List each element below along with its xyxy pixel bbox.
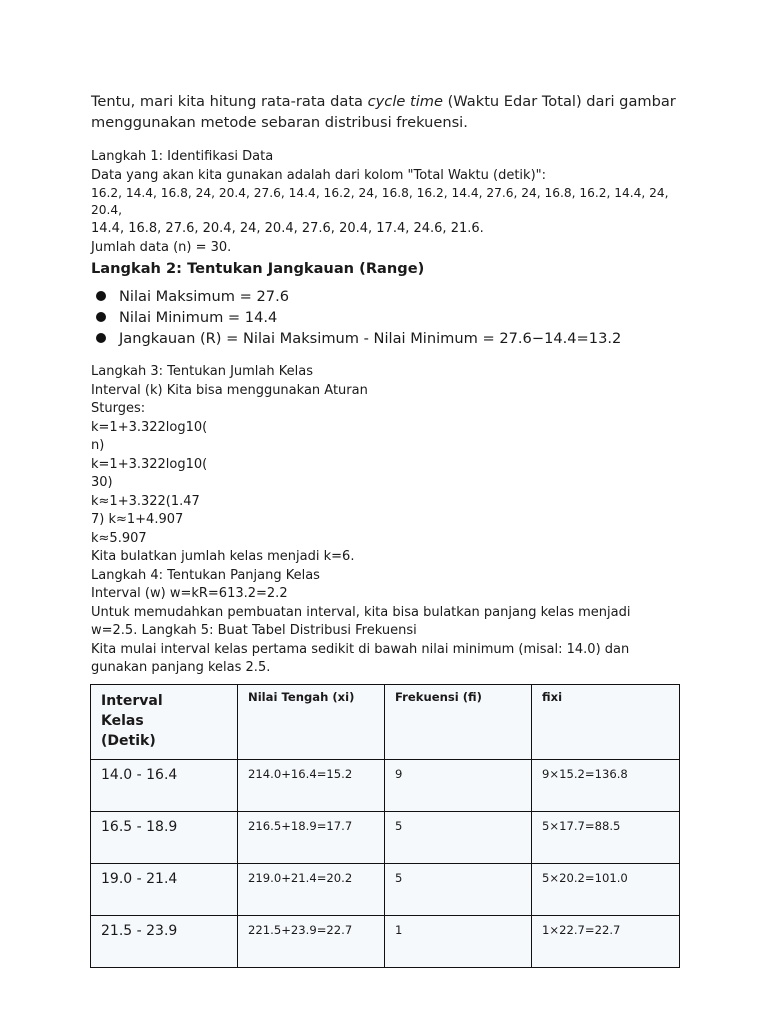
data-count: Jumlah data (n) = 30. bbox=[91, 239, 232, 255]
cell-nilai-tengah: 219.0+21.4=20.2 bbox=[238, 864, 385, 916]
cell-fixi: 5×20.2=101.0 bbox=[532, 864, 680, 916]
step1-tail bbox=[91, 220, 484, 257]
cell-frekuensi: 1 bbox=[385, 916, 532, 968]
cell-interval: 16.5 - 18.9 bbox=[91, 812, 238, 864]
step5-line: w=2.5. Langkah 5: Buat Tabel Distribusi Frekuensi bbox=[91, 623, 417, 638]
cell-nilai-tengah: 214.0+16.4=15.2 bbox=[238, 760, 385, 812]
intro-emphasis: cycle time bbox=[367, 93, 443, 110]
step3-line: Langkah 3: Tentukan Jumlah Kelas bbox=[91, 364, 313, 379]
header-line: (Detik) bbox=[101, 733, 156, 749]
step3-line: n) bbox=[91, 438, 105, 453]
cell-nilai-tengah: 216.5+18.9=17.7 bbox=[238, 812, 385, 864]
bullet-item bbox=[96, 286, 621, 307]
cell-fixi: 9×15.2=136.8 bbox=[532, 760, 680, 812]
step3-line: k=1+3.322log10( bbox=[91, 419, 208, 435]
intro-line-1 bbox=[91, 91, 676, 112]
bullet-text: Jangkauan (R) = Nilai Maksimum - Nilai Minimum = 27.6−14.4=13.2 bbox=[119, 330, 622, 347]
table-row bbox=[91, 812, 680, 864]
header-nilai-tengah: Nilai Tengah (xi) bbox=[238, 685, 385, 760]
table-row bbox=[91, 760, 680, 812]
intro-text-pre: Tentu, mari kita hitung rata-rata data bbox=[91, 93, 368, 110]
step3-line: 7) k≈1+4.907 bbox=[91, 512, 184, 527]
data-line-1: 16.2, 14.4, 16.8, 24, 20.4, 27.6, 14.4, 16.2, 24, 16.8, 16.2, 14.4, 27.6, 24, 16.8, 16.2, 14.4, 24, bbox=[91, 186, 669, 200]
header-interval-kelas bbox=[91, 685, 238, 760]
step4-line: Untuk memudahkan pembuatan interval, kita bisa bulatkan panjang kelas menjadi bbox=[91, 604, 631, 620]
step4-line: Langkah 4: Tentukan Panjang Kelas bbox=[91, 567, 320, 583]
step3-line: Kita bulatkan jumlah kelas menjadi k=6. bbox=[91, 549, 355, 564]
step3-5-section bbox=[91, 363, 630, 678]
step3-line: k≈5.907 bbox=[91, 530, 147, 546]
cell-frekuensi: 5 bbox=[385, 812, 532, 864]
data-line-2: 20.4, bbox=[91, 203, 123, 217]
step2-heading: Langkah 2: Tentukan Jangkauan (Range) bbox=[91, 260, 425, 277]
bullet-dot-icon bbox=[96, 291, 106, 301]
step1-section bbox=[91, 148, 546, 185]
bullet-dot-icon bbox=[96, 312, 106, 322]
cell-frekuensi: 5 bbox=[385, 864, 532, 916]
cell-frekuensi: 9 bbox=[385, 760, 532, 812]
header-frekuensi: Frekuensi (fi) bbox=[385, 685, 532, 760]
cell-fixi: 5×17.7=88.5 bbox=[532, 812, 680, 864]
header-fixi: fixi bbox=[532, 685, 680, 760]
step1-data bbox=[91, 185, 669, 219]
bullet-text: Nilai Maksimum = 27.6 bbox=[119, 288, 289, 305]
bullet-item bbox=[96, 328, 621, 349]
step5-line: gunakan panjang kelas 2.5. bbox=[91, 660, 271, 675]
intro-text-post: (Waktu Edar Total) dari gambar bbox=[442, 93, 676, 110]
header-line: Kelas bbox=[101, 713, 144, 729]
data-line-3: 14.4, 16.8, 27.6, 20.4, 24, 20.4, 27.6, 20.4, 17.4, 24.6, 21.6. bbox=[91, 221, 484, 236]
intro-line-2: menggunakan metode sebaran distribusi frekuensi. bbox=[91, 114, 468, 131]
header-line: Interval bbox=[101, 693, 163, 709]
step3-line: Interval (k) Kita bisa menggunakan Aturan bbox=[91, 382, 368, 398]
range-bullet-list bbox=[96, 286, 621, 349]
table-row bbox=[91, 916, 680, 968]
table-row bbox=[91, 864, 680, 916]
step1-title: Langkah 1: Identifikasi Data bbox=[91, 149, 274, 164]
step3-line: k=1+3.322log10( bbox=[91, 456, 208, 472]
cell-interval: 19.0 - 21.4 bbox=[91, 864, 238, 916]
frequency-distribution-table bbox=[90, 684, 680, 968]
step3-line: Sturges: bbox=[91, 401, 146, 416]
table-header-row bbox=[91, 685, 680, 760]
step5-line: Kita mulai interval kelas pertama sedikit di bawah nilai minimum (misal: 14.0) dan bbox=[91, 641, 630, 657]
step3-line: 30) bbox=[91, 475, 113, 490]
intro-paragraph bbox=[91, 91, 676, 133]
step3-line: k≈1+3.322(1.47 bbox=[91, 493, 200, 509]
cell-nilai-tengah: 221.5+23.9=22.7 bbox=[238, 916, 385, 968]
step1-description: Data yang akan kita gunakan adalah dari kolom "Total Waktu (detik)": bbox=[91, 167, 546, 183]
bullet-item bbox=[96, 307, 621, 328]
bullet-dot-icon bbox=[96, 333, 106, 343]
cell-interval: 14.0 - 16.4 bbox=[91, 760, 238, 812]
cell-fixi: 1×22.7=22.7 bbox=[532, 916, 680, 968]
bullet-text: Nilai Minimum = 14.4 bbox=[119, 309, 278, 326]
cell-interval: 21.5 - 23.9 bbox=[91, 916, 238, 968]
step4-line: Interval (w) w=kR=613.2=2.2 bbox=[91, 586, 288, 601]
